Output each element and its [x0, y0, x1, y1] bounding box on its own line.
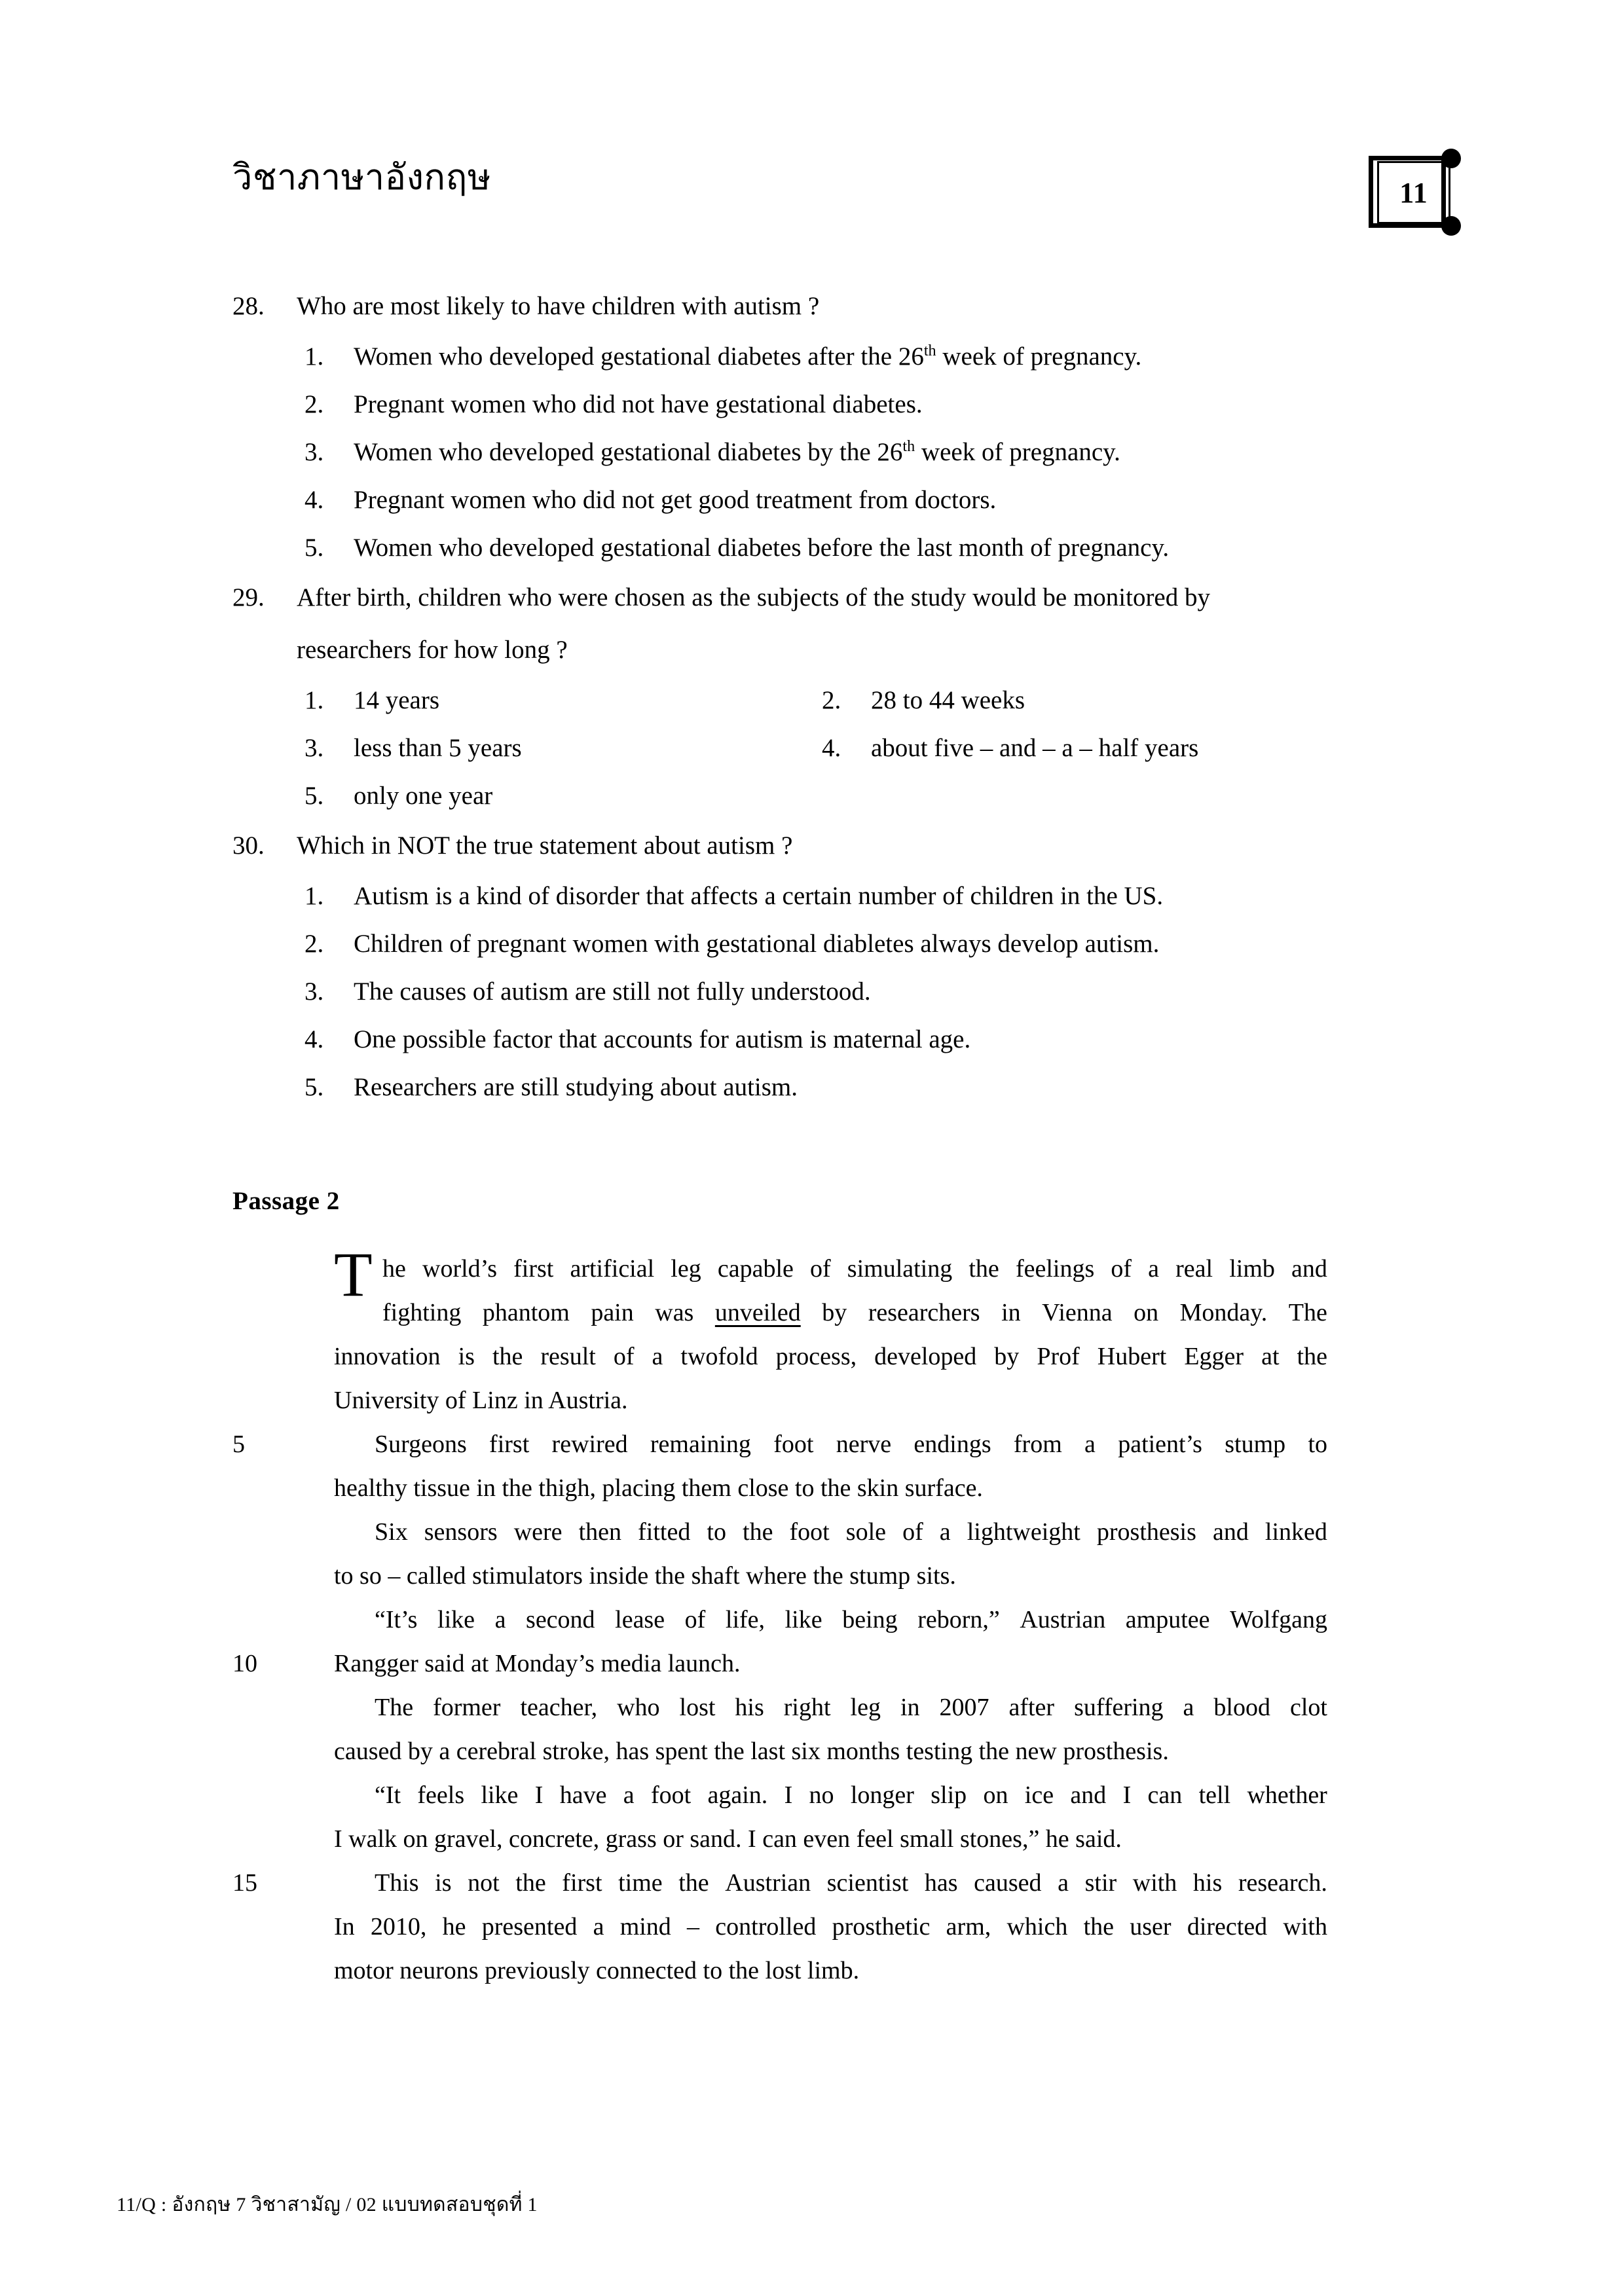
passage-word: –: [687, 1913, 700, 1941]
passage-word: teacher,: [520, 1694, 598, 1721]
corner-dot-bottom-icon: [1441, 216, 1461, 236]
passage-word: I: [534, 1781, 544, 1809]
option-item[interactable]: [304, 724, 822, 772]
passage-word: feels: [417, 1781, 465, 1809]
passage-word: with: [1132, 1869, 1177, 1897]
passage-word: then: [578, 1518, 622, 1546]
passage-word: twofold: [680, 1343, 758, 1370]
option-item[interactable]: [304, 380, 1464, 428]
questions-container: [232, 280, 1464, 1111]
corner-dot-top-icon: [1441, 149, 1461, 168]
underlined-word: unveiled: [714, 1299, 801, 1326]
option-label: Autism is a kind of disorder that affects a certain number of children in the US.: [354, 882, 1164, 910]
question-30-text: Which in NOT the true statement about autism ?: [297, 831, 793, 860]
passage-word: to: [1308, 1430, 1327, 1458]
passage-word: reborn,”: [917, 1606, 1000, 1633]
passage-word: the: [1083, 1913, 1115, 1941]
passage-line-number: 5: [232, 1430, 245, 1458]
passage-word: of: [1111, 1255, 1132, 1283]
passage-line-text: [334, 1247, 1327, 1291]
passage-word: foot: [650, 1781, 692, 1809]
passage-word: 2010,: [370, 1913, 427, 1941]
passage-heading: Passage 2: [232, 1187, 340, 1215]
passage-word: remaining: [650, 1430, 751, 1458]
passage-word: first: [562, 1869, 602, 1897]
option-number: 2.: [304, 390, 324, 418]
option-label: less than 5 years: [354, 734, 522, 762]
option-label: about five – and – a – half years: [871, 734, 1199, 762]
passage-line: [232, 1598, 1327, 1642]
passage-word: not: [468, 1869, 500, 1897]
question-28: [232, 280, 1464, 572]
option-number: 4.: [822, 734, 841, 762]
option-item[interactable]: [304, 1063, 1464, 1111]
passage-word: slip: [931, 1781, 967, 1809]
passage-word: again.: [707, 1781, 768, 1809]
passage-line-text: [334, 1598, 1327, 1642]
question-30: [232, 820, 1464, 1111]
passage-word: This: [375, 1869, 419, 1897]
passage-line-text: [334, 1774, 1327, 1817]
passage-line-number: 15: [232, 1869, 257, 1897]
option-row: [304, 676, 1464, 724]
passage-line-text: [334, 1905, 1327, 1949]
passage-word: is: [435, 1869, 452, 1897]
option-item[interactable]: [304, 333, 1464, 380]
option-number: 3.: [304, 438, 324, 466]
passage-line: [232, 1817, 1327, 1861]
option-number: 1.: [304, 882, 324, 910]
passage-word: controlled: [715, 1913, 817, 1941]
passage-word: is: [458, 1343, 475, 1370]
question-29-text-line2: researchers for how long ?: [297, 636, 568, 664]
option-number: 3.: [304, 977, 324, 1006]
question-28-heading: [232, 280, 1464, 333]
option-item[interactable]: [304, 428, 1464, 476]
passage-word: stir: [1084, 1869, 1117, 1897]
passage-word: were: [513, 1518, 563, 1546]
passage-body: [232, 1239, 1327, 1993]
question-29-options: [232, 676, 1464, 820]
passage-word: Austrian: [725, 1869, 811, 1897]
passage-word: foot: [773, 1430, 814, 1458]
passage-line-number: 10: [232, 1650, 257, 1677]
passage-word: linked: [1264, 1518, 1327, 1546]
option-label: only one year: [354, 782, 493, 810]
passage-line: [232, 1861, 1327, 1905]
passage-word: can: [1147, 1781, 1183, 1809]
option-item[interactable]: [304, 676, 822, 724]
passage-line-text: [334, 1423, 1327, 1467]
passage-word: artificial: [570, 1255, 655, 1283]
passage-line: [232, 1247, 1327, 1291]
passage-word: the: [969, 1255, 999, 1283]
passage-word: rewired: [551, 1430, 628, 1458]
passage-word: lease: [615, 1606, 665, 1633]
passage-line: [232, 1335, 1327, 1379]
passage-word: Wolfgang: [1230, 1606, 1327, 1633]
passage-line: [232, 1730, 1327, 1774]
option-row: [304, 724, 1464, 772]
passage-word: he: [442, 1913, 466, 1941]
option-ordinal-suffix: th: [923, 342, 936, 359]
passage-word: was: [655, 1299, 694, 1326]
option-item[interactable]: [304, 476, 1464, 524]
passage-word: scientist: [826, 1869, 909, 1897]
passage-line: [232, 1642, 1327, 1686]
option-label: Pregnant women who did not get good treatment from doctors.: [354, 486, 997, 514]
passage-line: [232, 1379, 1327, 1423]
passage-word: capable: [717, 1255, 794, 1283]
passage-line-text: healthy tissue in the thigh, placing them close to the skin surface.: [334, 1474, 983, 1502]
passage-word: clot: [1289, 1694, 1327, 1721]
option-label: Women who developed gestational diabetes before the last month of pregnancy.: [354, 534, 1170, 562]
passage-word: suffering: [1074, 1694, 1164, 1721]
option-label: 28 to 44 weeks: [871, 686, 1025, 714]
option-number: 5.: [304, 534, 324, 562]
question-30-options: [232, 872, 1464, 1111]
passage-word: pain: [591, 1299, 634, 1326]
passage-word: caused: [974, 1869, 1042, 1897]
option-number: 2.: [822, 686, 841, 714]
option-label: Children of pregnant women with gestational diabletes always develop autism.: [354, 930, 1160, 958]
question-29-heading: [232, 572, 1464, 676]
passage-word: his: [735, 1694, 764, 1721]
passage-word: result: [540, 1343, 596, 1370]
passage-word: Six: [375, 1518, 408, 1546]
passage-word: lost: [679, 1694, 716, 1721]
passage-word: nerve: [836, 1430, 892, 1458]
question-29-text-line1: After birth, children who were chosen as the subjects of the study would be monitored by: [297, 583, 1210, 611]
passage-word: the: [678, 1869, 709, 1897]
option-label: Women who developed gestational diabetes by the 26: [354, 438, 903, 466]
passage-word: a: [1148, 1255, 1160, 1283]
passage-word: from: [1013, 1430, 1062, 1458]
passage-line-text: to so – called stimulators inside the shaft where the stump sits.: [334, 1562, 956, 1590]
passage-word: process,: [775, 1343, 857, 1370]
option-item[interactable]: [304, 1015, 1464, 1063]
option-label: Researchers are still studying about autism.: [354, 1073, 798, 1101]
passage-word: first: [489, 1430, 530, 1458]
question-29: [232, 572, 1464, 820]
passage-word: I: [1122, 1781, 1132, 1809]
passage-word: and: [1070, 1781, 1107, 1809]
passage-word: phantom: [482, 1299, 570, 1326]
question-28-number: 28.: [232, 292, 265, 320]
passage-line-text: [334, 1335, 1327, 1379]
passage-word: stump: [1225, 1430, 1286, 1458]
passage-line-text: caused by a cerebral stroke, has spent the last six months testing the new prosthesis.: [334, 1738, 1169, 1765]
passage-line: [232, 1467, 1327, 1510]
passage-word: “It’s: [375, 1606, 418, 1633]
passage-line: [232, 1291, 1327, 1335]
option-label-tail: week of pregnancy.: [915, 438, 1120, 466]
passage-word: has: [924, 1869, 958, 1897]
option-number: 5.: [304, 782, 324, 810]
passage-word: amputee: [1125, 1606, 1210, 1633]
option-item[interactable]: [822, 724, 1411, 772]
option-number: 1.: [304, 342, 324, 371]
passage-word: of: [810, 1255, 831, 1283]
passage-word: by: [994, 1343, 1020, 1370]
passage-word: on: [1134, 1299, 1159, 1326]
passage-word: of: [902, 1518, 923, 1546]
passage-word: “It: [375, 1781, 401, 1809]
question-30-heading: [232, 820, 1464, 872]
passage-word: former: [433, 1694, 501, 1721]
passage-line-text: motor neurons previously connected to the lost limb.: [334, 1957, 860, 1984]
passage-word: time: [618, 1869, 663, 1897]
page-number-value: 11: [1399, 176, 1428, 209]
passage-word: a: [652, 1343, 663, 1370]
passage-word: being: [842, 1606, 898, 1633]
passage-word: a: [1084, 1430, 1096, 1458]
passage-word: longer: [850, 1781, 914, 1809]
passage-word: Surgeons: [375, 1430, 467, 1458]
passage-word: a: [939, 1518, 951, 1546]
passage-word: limb: [1229, 1255, 1275, 1283]
passage-word: of: [613, 1343, 635, 1370]
passage-word: a: [1058, 1869, 1069, 1897]
option-label: One possible factor that accounts for autism is maternal age.: [354, 1025, 971, 1053]
passage-word: mind: [619, 1913, 671, 1941]
passage-word: The: [1288, 1299, 1327, 1326]
passage-word: user: [1130, 1913, 1172, 1941]
passage-word: presented: [481, 1913, 578, 1941]
option-label: Women who developed gestational diabetes after the 26: [354, 342, 924, 371]
passage-word: leg: [850, 1694, 881, 1721]
passage-word: blood: [1213, 1694, 1270, 1721]
passage-word: like: [437, 1606, 475, 1633]
option-item[interactable]: [304, 524, 1464, 572]
passage-word: prosthesis: [1096, 1518, 1196, 1546]
passage-word: [715, 1291, 801, 1335]
option-item[interactable]: [822, 676, 1411, 724]
passage-line: [232, 1949, 1327, 1993]
passage-word: a: [1183, 1694, 1194, 1721]
passage-word: leg: [671, 1255, 701, 1283]
passage-word: the: [492, 1343, 523, 1370]
page-number-box: [1369, 156, 1460, 233]
option-number: 1.: [304, 686, 324, 714]
option-number: 5.: [304, 1073, 324, 1101]
option-number: 4.: [304, 1025, 324, 1053]
passage-word: like: [481, 1781, 519, 1809]
option-item[interactable]: [304, 920, 1464, 968]
passage-line: [232, 1510, 1327, 1554]
passage-line-text: [334, 1686, 1327, 1730]
passage-word: ice: [1024, 1781, 1054, 1809]
passage-word: he: [382, 1255, 406, 1283]
passage-word: Hubert: [1097, 1343, 1167, 1370]
passage-word: prosthetic: [832, 1913, 931, 1941]
passage-line: [232, 1774, 1327, 1817]
question-29-number: 29.: [232, 583, 265, 611]
question-30-number: 30.: [232, 831, 265, 860]
passage-word: after: [1008, 1694, 1055, 1721]
passage-word: directed: [1187, 1913, 1268, 1941]
passage-word: fitted: [638, 1518, 691, 1546]
option-number: 3.: [304, 734, 324, 762]
passage-line: [232, 1554, 1327, 1598]
passage-word: the: [743, 1518, 773, 1546]
page-footer: 11/Q : อังกฤษ 7 วิชาสามัญ / 02 แบบทดสอบชุดที่ 1: [117, 2194, 538, 2215]
passage-word: and: [1291, 1255, 1327, 1283]
passage-line-text: [334, 1291, 1327, 1335]
passage-line-text: I walk on gravel, concrete, grass or sand. I can even feel small stones,” he said.: [334, 1825, 1122, 1853]
passage-word: endings: [913, 1430, 991, 1458]
passage-line-text: Rangger said at Monday’s media launch.: [334, 1650, 741, 1677]
passage-word: second: [526, 1606, 595, 1633]
subject-title: วิชาภาษาอังกฤษ: [232, 158, 491, 197]
option-label-tail: week of pregnancy.: [936, 342, 1142, 371]
passage-word: with: [1283, 1913, 1327, 1941]
option-item[interactable]: [304, 772, 822, 820]
question-28-text: Who are most likely to have children with autism ?: [297, 292, 820, 320]
passage-word: In: [334, 1913, 355, 1941]
passage-line-text: [334, 1861, 1327, 1905]
passage-word: whether: [1247, 1781, 1327, 1809]
passage-word: have: [559, 1781, 607, 1809]
passage-word: of: [684, 1606, 706, 1633]
passage-word: sensors: [424, 1518, 498, 1546]
passage-word: feelings: [1015, 1255, 1095, 1283]
passage-word: at: [1261, 1343, 1280, 1370]
passage-word: world’s: [422, 1255, 497, 1283]
passage-word: by: [822, 1299, 847, 1326]
option-label: Pregnant women who did not have gestational diabetes.: [354, 390, 923, 418]
passage-word: developed: [874, 1343, 977, 1370]
passage-word: innovation: [334, 1343, 441, 1370]
passage-word: Egger: [1184, 1343, 1244, 1370]
passage-word: which: [1006, 1913, 1068, 1941]
option-row: [304, 772, 1464, 820]
passage-word: the: [1297, 1343, 1327, 1370]
passage-word: simulating: [847, 1255, 953, 1283]
passage-word: Prof: [1037, 1343, 1080, 1370]
option-label: The causes of autism are still not fully understood.: [354, 977, 871, 1006]
passage-line: [232, 1905, 1327, 1949]
passage-word: 2007: [939, 1694, 989, 1721]
passage-word: a: [593, 1913, 604, 1941]
passage-word: right: [783, 1694, 831, 1721]
passage-word: The: [375, 1694, 414, 1721]
passage-word: Vienna: [1042, 1299, 1113, 1326]
option-ordinal-suffix: th: [902, 437, 915, 455]
passage-line-text: [334, 1510, 1327, 1554]
passage-word: who: [617, 1694, 660, 1721]
passage-word: and: [1212, 1518, 1249, 1546]
passage-word: Monday.: [1179, 1299, 1268, 1326]
passage-word: first: [513, 1255, 554, 1283]
passage-word: on: [983, 1781, 1008, 1809]
passage-word: in: [1001, 1299, 1021, 1326]
passage-word: arm,: [946, 1913, 991, 1941]
passage-word: life,: [725, 1606, 766, 1633]
passage-word: to: [707, 1518, 726, 1546]
passage-line: [232, 1686, 1327, 1730]
option-spacer: [822, 772, 1411, 820]
passage-word: no: [809, 1781, 834, 1809]
option-item[interactable]: [304, 968, 1464, 1015]
passage-word: tell: [1198, 1781, 1231, 1809]
passage-word: patient’s: [1118, 1430, 1202, 1458]
question-28-options: [232, 333, 1464, 572]
passage-word: in: [900, 1694, 920, 1721]
passage-word: the: [515, 1869, 546, 1897]
passage-word: sole: [845, 1518, 887, 1546]
passage-word: like: [784, 1606, 822, 1633]
passage-word: lightweight: [967, 1518, 1080, 1546]
passage-word: a: [623, 1781, 635, 1809]
option-number: 4.: [304, 486, 324, 514]
option-number: 2.: [304, 930, 324, 958]
passage-line-text: University of Linz in Austria.: [334, 1387, 628, 1414]
passage-word: real: [1175, 1255, 1213, 1283]
passage-word: I: [784, 1781, 793, 1809]
passage-word: fighting: [382, 1299, 462, 1326]
passage-word: foot: [789, 1518, 830, 1546]
passage-drop-cap: T: [334, 1239, 373, 1309]
page-header: [232, 156, 1460, 241]
option-item[interactable]: [304, 872, 1464, 920]
passage-word: Austrian: [1020, 1606, 1106, 1633]
passage-word: his: [1192, 1869, 1223, 1897]
passage-word: researchers: [868, 1299, 980, 1326]
option-label: 14 years: [354, 686, 440, 714]
passage-word: research.: [1238, 1869, 1327, 1897]
passage-word: a: [494, 1606, 506, 1633]
passage-line: [232, 1423, 1327, 1467]
